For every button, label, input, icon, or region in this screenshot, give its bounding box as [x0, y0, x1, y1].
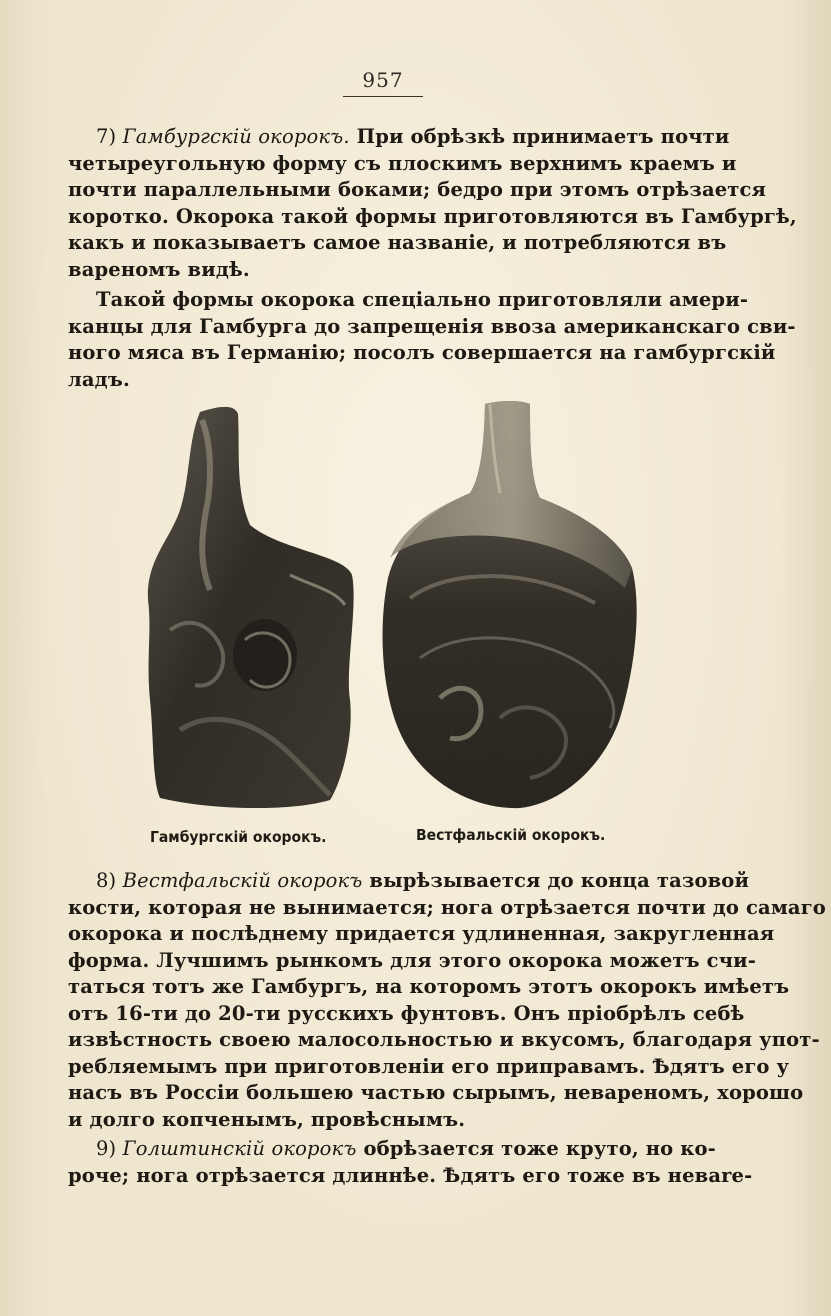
- caption-hamburg-ham: Гамбургскій окорокъ.: [150, 828, 327, 846]
- paragraph-american: [68, 287, 796, 393]
- hamburg-ham-illustration: [140, 400, 360, 815]
- caption-westphalian-ham: Вестфальскій окорокъ.: [416, 826, 606, 844]
- text-line: ного мяса въ Германію; посолъ совершается на гамбургскій: [68, 341, 776, 364]
- text-line: роче; нога отрѣзается длиннѣе. Ѣдятъ его тоже въ невare-: [68, 1163, 753, 1187]
- text-line: [68, 1136, 716, 1163]
- text-line: канцы для Гамбурга до запрещенія ввоза американскаго сви-: [68, 314, 796, 338]
- text-line: четыреугольную форму съ плоскимъ верхнимъ краемъ и: [68, 151, 737, 175]
- westphalian-ham-illustration: [380, 398, 642, 813]
- page-number: 957: [362, 68, 404, 92]
- text-fragment: При обрѣзкѣ принимаетъ почти: [349, 125, 730, 148]
- item-number: 8): [96, 869, 123, 892]
- text-line: Такой формы окорока спеціально приготовляли амери-: [96, 288, 749, 311]
- paragraph-westphalia: [68, 868, 826, 1133]
- text-line: какъ и показываетъ самое названіе, и потребляются въ: [68, 231, 727, 254]
- text-line: [68, 868, 750, 895]
- text-fragment: обрѣзается тоже круто, но ко-: [356, 1137, 716, 1160]
- text-line: ребляемымъ при приготовленіи его приправамъ. Ѣдятъ его у: [68, 1054, 790, 1078]
- paragraph-hamburg: [68, 124, 797, 283]
- term-hamburg-ham: Гамбургскій окорокъ.: [122, 125, 350, 148]
- item-number: 7): [96, 125, 123, 148]
- paragraph-holstein: [68, 1136, 753, 1189]
- item-number: 9): [96, 1137, 123, 1160]
- text-line: кости, которая не вынимается; нога отрѣзается почти до самаго: [68, 895, 826, 919]
- text-line: [68, 124, 730, 151]
- text-line: и долго копченымъ, провѣснымъ.: [68, 1107, 466, 1131]
- text-line: окорока и послѣднему придается удлиненная, закругленная: [68, 922, 775, 945]
- page-number-rule: [343, 96, 423, 97]
- text-fragment: вырѣзывается до конца тазовой: [362, 869, 750, 892]
- text-line: коротко. Окорока такой формы приготовляются въ Гамбургѣ,: [68, 204, 797, 228]
- text-line: ладъ.: [68, 367, 130, 391]
- westphalian-ham-drawing: [380, 398, 642, 813]
- term-westphalian-ham: Вестфальскій окорокъ: [122, 869, 363, 892]
- text-line: извѣстность своею малосольностью и вкусомъ, благодаря упот-: [68, 1028, 820, 1051]
- hamburg-ham-drawing: [140, 400, 360, 815]
- term-holstein-ham: Голштинскій окорокъ: [122, 1137, 357, 1160]
- text-line: отъ 16-ти до 20-ти русскихъ фунтовъ. Онъ пріобрѣлъ себѣ: [68, 1001, 745, 1025]
- text-line: форма. Лучшимъ рынкомъ для этого окорока можетъ счи-: [68, 948, 756, 972]
- text-line: вареномъ видѣ.: [68, 257, 250, 281]
- text-line: таться тотъ же Гамбургъ, на которомъ этотъ окорокъ имѣетъ: [68, 975, 790, 998]
- text-line: почти параллельными боками; бедро при этомъ отрѣзается: [68, 178, 767, 201]
- text-line: насъ въ Россіи большею частью сырымъ, невареномъ, хорошо: [68, 1081, 804, 1104]
